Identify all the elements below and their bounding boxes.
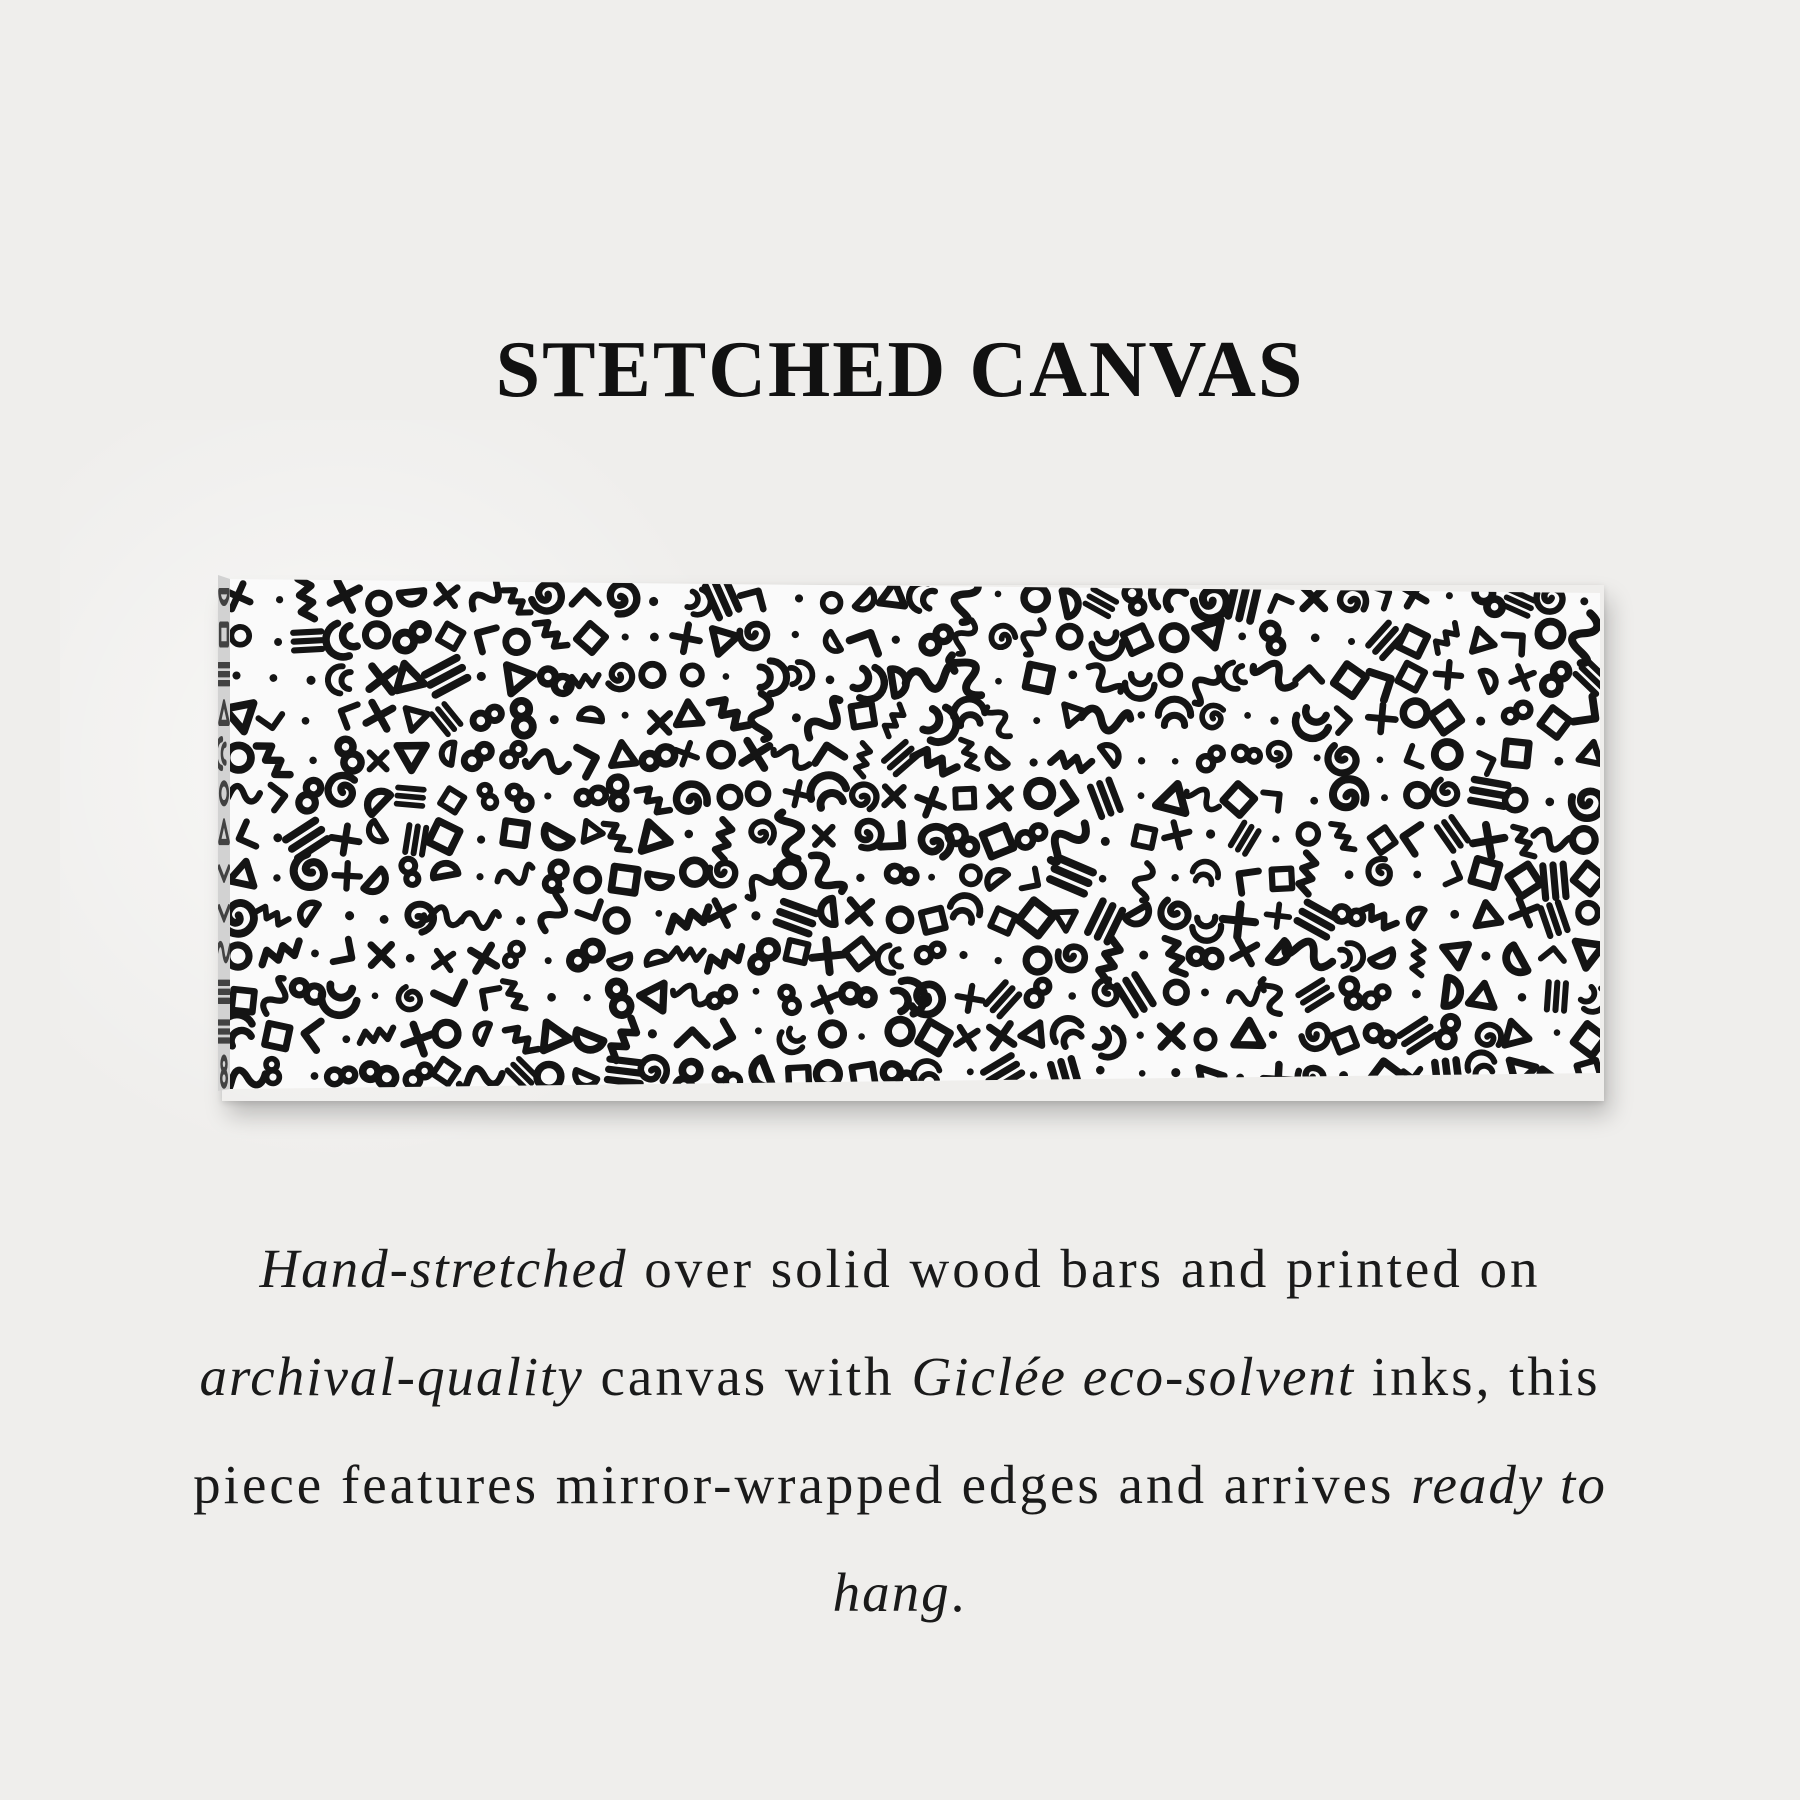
description-emphasis: Giclée eco-solvent [911,1346,1356,1407]
product-description [150,1215,1650,1647]
page-title: STETCHED CANVAS [495,326,1305,414]
pattern-eight [840,983,876,1007]
pattern-triple-line [1543,864,1566,898]
pattern-spiral [1296,1066,1325,1091]
description-emphasis: archival-quality [199,1346,584,1407]
doodle-pattern-artwork [218,575,1600,1091]
description-segment: inks, this piece features mirror-wrapped edges and arrives [193,1346,1601,1515]
pattern-zigzag [358,1028,394,1043]
description-segment: over solid wood bars and printed on [627,1238,1541,1299]
description-emphasis: ready to hang [832,1454,1607,1623]
description-segment: . [950,1562,968,1623]
pattern-triple-line [293,631,322,650]
pattern-triple-line [1435,1060,1460,1091]
pattern-dot [1101,837,1110,846]
pattern-triple-line [1547,982,1566,1011]
pattern-triple-line [397,788,424,806]
pattern-triple-line [405,825,426,855]
description-segment: canvas with [583,1346,912,1407]
pattern-zigzag [298,577,315,620]
pattern-dot [1555,757,1564,766]
description-emphasis: Hand-stretched [259,1238,628,1299]
pattern-triple-line [607,1059,642,1083]
pattern-dot [1238,633,1246,641]
pattern-spiral [1337,584,1369,614]
pattern-zigzag [565,675,599,687]
description-text [193,1238,1607,1623]
canvas-product-image [218,575,1600,1091]
